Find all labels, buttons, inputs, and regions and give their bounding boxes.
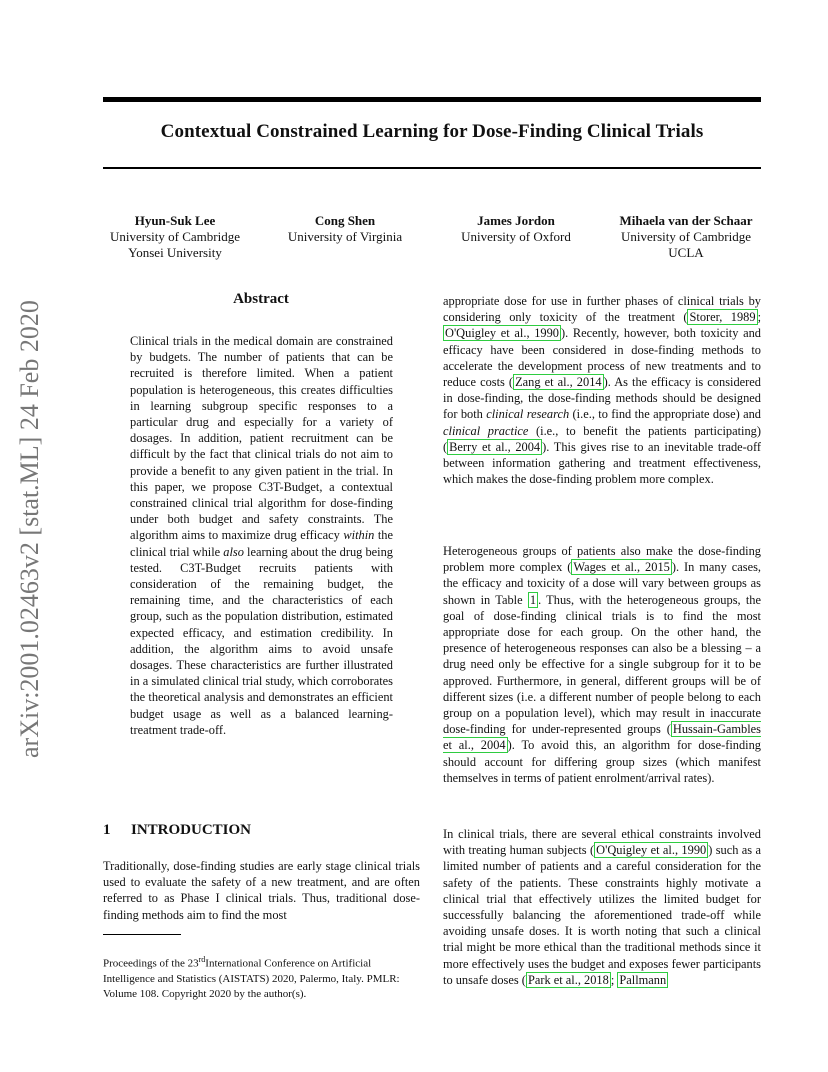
citation-link[interactable]: O'Quigley et al., 1990	[596, 843, 707, 858]
citation-link[interactable]: Storer, 1989	[689, 310, 756, 325]
table-reference-link[interactable]: 1	[529, 592, 537, 607]
body-paragraph: In clinical trials, there are several ethical constraints involved with treating human subjects ( O'Quigley et al., 1990 ) such as a limited number of patients and a careful consideration for the safety of the patients. These constraints highly motivate a clinical trial that effectively utilizes the limited budget for successfully balancing the aforementioned trade-off while avoiding unsafe doses. It is worth noting that such a clinical trial might be more ethical than the traditional methods since it more effectively uses the budget and exposes fewer participants to unsafe doses ( Park et al., 2018 ; Pallmann	[443, 827, 761, 987]
citation-link[interactable]: Wages et al., 2015	[573, 560, 670, 575]
author-block	[441, 213, 591, 245]
arxiv-sidebar-stamp: arXiv:2001.02463v2 [stat.ML] 24 Feb 2020	[15, 300, 44, 758]
citation-link[interactable]: Park et al., 2018	[527, 972, 609, 987]
footnote-rule	[103, 934, 181, 935]
citation-link[interactable]: O'Quigley et al., 1990	[445, 326, 559, 341]
author-affiliation: University of Cambridge	[110, 229, 240, 244]
section-number: 1	[103, 822, 111, 838]
section-title: INTRODUCTION	[131, 822, 252, 838]
author-affiliation: UCLA	[668, 245, 704, 260]
abstract-body: Clinical trials in the medical domain are constrained by budgets. The number of patients that can be recruited is therefore limited. When a patient population is heterogeneous, this creates difficulties in learning subgroup specific responses to a particular drug and especially for a variety of dosages. In addition, patient recruitment can be difficult by the fact that clinical trials do not aim to provide a benefit to any given patient in the trial. In this paper, we propose C3T-Budget, a contextual constrained clinical trial algorithm for dose-finding under both budget and safety constraints. The algorithm aims to maximize drug efficacy within the clinical trial while also learning about the drug being tested. C3T-Budget recruits patients with consideration of the remaining budget, the remaining time, and the characteristics of each group, such as the population distribution, estimated expected efficacy, and estimation credibility. In addition, the algorithm aims to avoid unsafe dosages. These characteristics are further illustrated in a simulated clinical trial study, which corroborates the theoretical analysis and demonstrates an efficient budget usage as well as a balanced learning-treatment trade-off.	[130, 334, 393, 737]
citation-link[interactable]: Hussain-Gambles et al., 2004	[443, 722, 761, 753]
author-name: James Jordon	[477, 213, 555, 228]
author-affiliation: University of Oxford	[461, 229, 571, 244]
author-affiliation: University of Cambridge	[621, 229, 751, 244]
paper-title: Contextual Constrained Learning for Dose-Finding Clinical Trials	[160, 121, 704, 142]
body-paragraph: appropriate dose for use in further phases of clinical trials by considering only toxicity of the treatment ( Storer, 1989 ; O'Quigley et al., 1990 ). Recently, however, both toxicity and efficacy have been considered in dose-finding methods to accelerate the development process of new treatments and to reduce costs ( Zang et al., 2014 ). As the efficacy is considered in dose-finding, the dose-finding methods should be designed for both clinical research (i.e., to find the appropriate dose) and clinical practice (i.e., to benefit the patients participating) ( Berry et al., 2004 ). This gives rise to an inevitable trade-off between information gathering and treatment effectiveness, which makes the dose-finding problem more complex.	[443, 294, 762, 487]
citation-link[interactable]: Pallmann	[619, 972, 667, 987]
author-name: Mihaela van der Schaar	[619, 213, 753, 228]
citation-link[interactable]: Berry et al., 2004	[449, 439, 541, 454]
author-affiliation: University of Virginia	[287, 229, 403, 244]
footnote: Proceedings of the 23rdInternational Conference on Artificial Intelligence and Statistics (AISTATS) 2020, Palermo, Italy. PMLR: Volume 108. Copyright 2020 by the author(s).	[103, 955, 400, 1000]
citation-link[interactable]: Zang et al., 2014	[515, 375, 602, 390]
author-block	[100, 213, 250, 261]
author-block	[596, 213, 776, 261]
author-name: Hyun-Suk Lee	[134, 213, 216, 228]
abstract-heading: Abstract	[233, 291, 289, 307]
section-heading	[103, 822, 251, 839]
intro-paragraph: Traditionally, dose-finding studies are early stage clinical trials used to evaluate the safety of a new treatment, and are often referred to as Phase I clinical trials. Thus, traditional dose-finding methods aim to find the most	[103, 859, 420, 922]
title-top-rule	[103, 97, 761, 102]
author-name: Cong Shen	[314, 213, 376, 228]
author-block	[270, 213, 420, 245]
body-paragraph: Heterogeneous groups of patients also make the dose-finding problem more complex ( Wages et al., 2015 ). In many cases, the efficacy and toxicity of a dose will vary between groups as shown in Table 1 . Thus, with the heterogeneous groups, the goal of dose-finding clinical trials is to find the most appropriate dose for each group. On the other hand, the presence of heterogeneous responses can also be a blessing – a drug need only be effective for a single subgroup for it to be approved. Furthermore, in general, different groups will be of different sizes (i.e. a different number of people belong to each group on a population level), which may result in inaccurate dose-finding for under-represented groups ( Hussain-Gambles et al., 2004 ). To avoid this, an algorithm for dose-finding should account for differing group sizes (which manifest themselves in terms of patient enrolment/arrival rates).	[443, 544, 762, 785]
author-affiliation: Yonsei University	[128, 245, 222, 260]
title-bottom-rule	[103, 167, 761, 169]
